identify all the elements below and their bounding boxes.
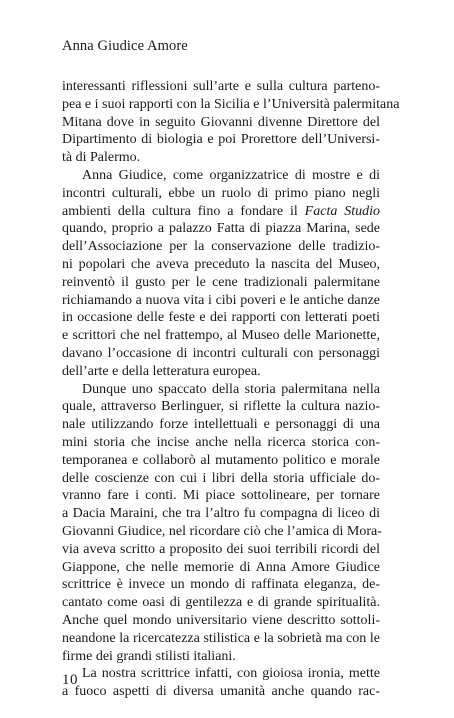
text-line: delle coscienze con cui i libri della storia ufficiale do-	[62, 470, 380, 486]
text-line: Dipartimento di biologia e poi Prorettore dell’Universi-	[62, 132, 380, 148]
text-line: Giappone, che nelle memorie di Anna Amore Giudice	[62, 559, 380, 575]
text-line: Giovanni Giudice, nel ricordare ciò che l’amica di Mora-	[62, 523, 382, 539]
text-line: interessanti riflessioni sull’arte e sulla cultura parteno-	[62, 79, 380, 94]
text-line: richiamando a nuova vita i cibi poveri e le antiche danze	[62, 292, 380, 308]
text-line: incontri culturali, ebbe un ruolo di primo piano negli	[62, 185, 380, 201]
text-line: e scrittori che nel frattempo, al Museo delle Marionette,	[62, 328, 380, 344]
text-line: dell’Associazione per la conservazione delle tradizio-	[62, 239, 380, 255]
text-segment: ambienti della cultura fino a fondare il	[62, 203, 305, 219]
text-line: a fuoco aspetti di diversa umanità anche quando rac-	[62, 684, 380, 700]
text-line: scrittrice è invece un mondo di raffinata eleganza, de-	[62, 577, 380, 593]
text-line: neandone la ricercatezza stilistica e la sobrietà ma con le	[62, 630, 380, 646]
text-line: Mitana dove in seguito Giovanni divenne Direttore del	[62, 114, 380, 130]
text-line: davano l’occasione di incontri culturali con personaggi	[62, 345, 380, 361]
text-line: Anche quel mondo universitario viene descritto sottoli-	[62, 612, 380, 628]
text-line: pea e i suoi rapporti con la Sicilia e l’Università palermitana	[62, 96, 400, 112]
text-line: tà di Palermo.	[62, 150, 141, 166]
running-header-author: Anna Giudice Amore	[62, 38, 188, 54]
italic-title-facta-studio: Facta Studio	[304, 203, 381, 219]
body-text	[62, 78, 400, 701]
text-line: ni popolari che aveva preceduto la nascita del Museo,	[62, 256, 380, 272]
page-number: 10	[62, 672, 78, 688]
paragraph-start-line: Anna Giudice, come organizzatrice di mostre e di	[82, 167, 380, 183]
text-line: mini storia che incise anche nella ricerca storica con-	[62, 434, 380, 450]
text-line-with-italic	[62, 203, 380, 221]
paragraph-start-line: Dunque uno spaccato della storia palermitana nella	[82, 381, 380, 397]
text-line: in occasione delle feste e dei rapporti con letterati poeti	[62, 310, 380, 326]
text-line: quale, attraverso Berlinguer, si riflette la cultura nazio-	[62, 399, 380, 415]
text-line: a Dacia Maraini, che tra l’altro fu compagna di liceo di	[62, 506, 380, 522]
text-line: quando, proprio a palazzo Fatta di piazza Marina, sede	[62, 221, 380, 237]
text-line: via aveva scritto a proposito dei suoi terribili ricordi del	[62, 541, 380, 557]
text-line: cantato come oasi di gentilezza e di grande spiritualità.	[62, 595, 380, 611]
text-line: vranno fare i conti. Mi piace sottolineare, per tornare	[62, 488, 380, 504]
text-line: nale utilizzando forze intellettuali e personaggi di una	[62, 417, 380, 433]
text-line: firme dei grandi stilisti italiani.	[62, 648, 236, 664]
text-line: reinventò il gusto per le cene tradizionali palermitane	[62, 274, 380, 290]
text-line: dell’arte e della letteratura europea.	[62, 363, 261, 379]
text-line: temporanea e collaborò al mutamento politico e morale	[62, 452, 380, 468]
paragraph-start-line: La nostra scrittrice infatti, con gioiosa ironia, mette	[82, 666, 380, 682]
